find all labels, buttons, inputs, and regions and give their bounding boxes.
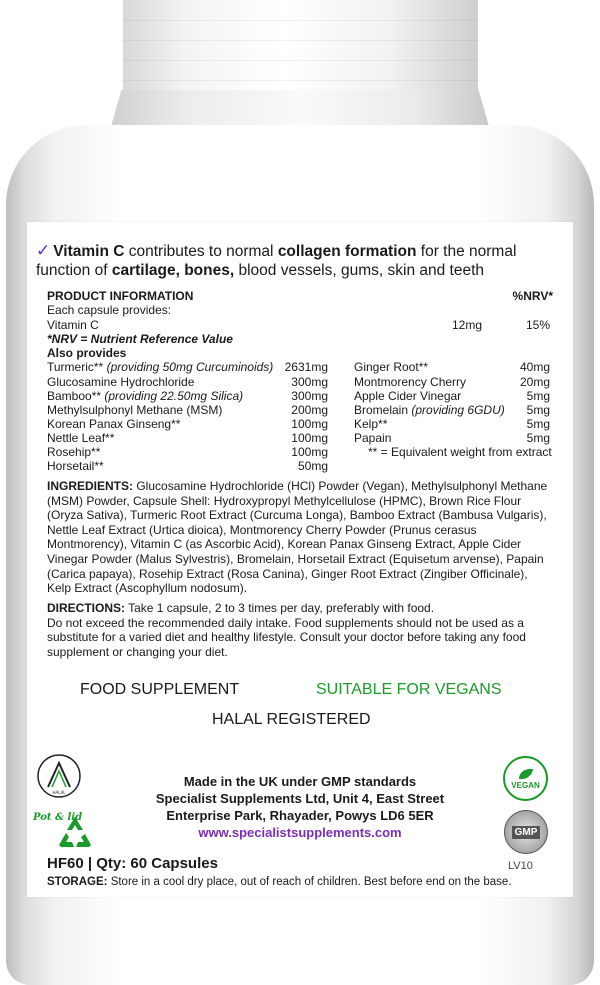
list-item: Rosehip** <box>47 445 101 459</box>
manufacturer-info <box>120 773 480 841</box>
directions-warning: Do not exceed the recommended daily intake. Food supplements should not be used as a substitute for a varied diet and healthy lifestyle. Consult your doctor before taking any food supplement or changing your diet. <box>47 615 526 659</box>
storage-text: STORAGE: Store in a cool dry place, out of reach of children. Best before end on the base. <box>47 876 512 888</box>
list-item: Bamboo** (providing 22.50mg Silica) <box>47 389 244 403</box>
list-item: Horsetail** <box>47 459 104 473</box>
list-item-amount: 100mg <box>291 417 328 431</box>
list-item: Papain <box>354 431 392 445</box>
list-item: Turmeric** (providing 50mg Curcuminoids) <box>47 360 274 374</box>
list-item: Nettle Leaf** <box>47 431 115 445</box>
list-item: Bromelain (providing 6GDU) <box>354 403 505 417</box>
ingredients-text: INGREDIENTS: Glucosamine Hydrochloride (HCl) Powder (Vegan), Methylsulphonyl Methane (MSM) Powder, Capsule Shell: Hydroxypropyl Methylcellulose (HPMC), Brown Rice Flour (Oryza Sativa), Turmeric Root Extract (Curcuma Longa), Bamboo Extract (Bambusa Vulgaris), Nettle Leaf Extract (Urtica dioica), Montmorency Cherry Powder (Prunus cerasus Montmorency), Vitamin C (as Ascorbic Acid), Korean Panax Ginseng Extract, Apple Cider Vinegar Powder (Malus Sylvestris), Bromelain, Horsetail Extract (Equisetum arvense), Papain (Carica papaya), Rosehip Extract (Rosa Canina), Ginger Root Extract (Zingiber Officinale), Kelp Extract (Ascophyllum nodosum). <box>47 479 548 596</box>
list-item-amount: 2631mg <box>284 360 328 374</box>
list-item: Kelp** <box>354 417 388 431</box>
list-item: Ginger Root** <box>354 360 429 374</box>
nrv-header: %NRV* <box>512 289 553 303</box>
health-claim: ✓ Vitamin C contributes to normal collagen formation for the normal function of cartilage, bones, blood vessels, gums, skin and teeth <box>36 241 517 279</box>
list-item-amount: 50mg <box>297 459 328 473</box>
list-item: Korean Panax Ginseng** <box>47 417 181 431</box>
bottle-cap <box>123 0 478 96</box>
checkmark-icon: ✓ <box>36 241 51 260</box>
list-item-amount: 40mg <box>519 360 550 374</box>
website-link[interactable]: www.specialistsupplements.com <box>198 825 402 840</box>
gmp-badge-icon: GMP <box>504 810 548 854</box>
vegan-badge-icon: VEGAN <box>503 756 548 801</box>
bottle-neck <box>110 90 490 130</box>
list-item: Glucosamine Hydrochloride <box>47 375 195 389</box>
equivalent-note: ** = Equivalent weight from extract <box>368 445 552 459</box>
product-info-title: PRODUCT INFORMATION <box>47 289 194 303</box>
food-supplement-label: FOOD SUPPLEMENT <box>80 681 240 698</box>
each-capsule: Each capsule provides: <box>47 303 172 317</box>
vitamin-c-nrv: 15% <box>525 318 550 332</box>
list-item: Montmorency Cherry <box>354 375 467 389</box>
list-item-amount: 100mg <box>291 431 328 445</box>
list-item-amount: 20mg <box>519 375 550 389</box>
pot-lid-label: Pot & lid <box>33 812 83 823</box>
list-item-amount: 5mg <box>526 403 550 417</box>
claim-nutrient: Vitamin C <box>53 243 125 260</box>
list-item-amount: 300mg <box>291 389 328 403</box>
list-item: Methylsulphonyl Methane (MSM) <box>47 403 223 417</box>
list-item: Apple Cider Vinegar <box>354 389 462 403</box>
directions-text: DIRECTIONS: Take 1 capsule, 2 to 3 times per day, preferably with food. Do not exceed the recommended daily intake. Food supplements should not be used as a substitute for a varied diet and healthy lifestyle. Consult your doctor before taking any food supplement or changing your diet. <box>47 601 526 659</box>
also-provides: Also provides <box>47 346 127 360</box>
vitamin-c-amount: 12mg <box>451 318 482 332</box>
svg-text:HALAL: HALAL <box>52 790 66 795</box>
list-item-amount: 200mg <box>291 403 328 417</box>
list-item-amount: 5mg <box>526 417 550 431</box>
vitamin-c-name: Vitamin C <box>47 318 99 332</box>
suitable-for-vegans-label: SUITABLE FOR VEGANS <box>316 681 502 698</box>
halal-seal-icon <box>36 753 82 799</box>
list-item-amount: 100mg <box>291 445 328 459</box>
list-item-amount: 300mg <box>291 375 328 389</box>
label-version: LV10 <box>508 860 533 872</box>
product-code: HF60 | Qty: 60 Capsules <box>47 855 218 872</box>
list-item-amount: 5mg <box>526 389 550 403</box>
list-item-amount: 5mg <box>526 431 550 445</box>
nrv-note: *NRV = Nutrient Reference Value <box>47 332 233 346</box>
maker-line-1: Made in the UK under GMP standards <box>183 774 417 789</box>
maker-line-3: Enterprise Park, Rhayader, Powys LD6 5ER <box>166 808 434 823</box>
halal-registered-label: HALAL REGISTERED <box>212 711 371 728</box>
maker-line-2: Specialist Supplements Ltd, Unit 4, East Street <box>155 791 445 806</box>
